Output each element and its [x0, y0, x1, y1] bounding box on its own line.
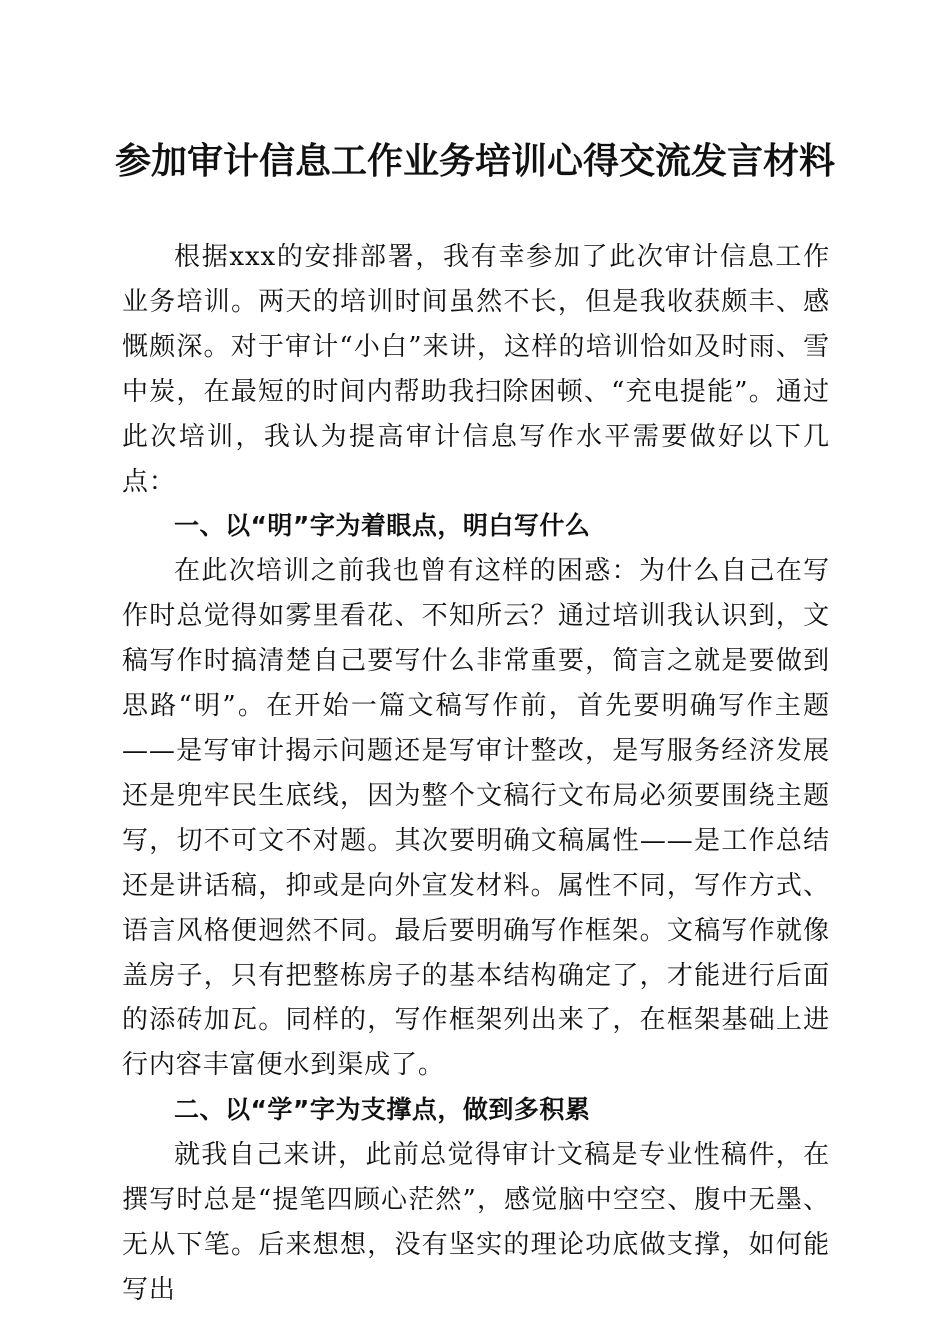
section-1-paragraph: 在此次培训之前我也曾有这样的困惑：为什么自己在写作时总觉得如雾里看花、不知所云？通过培训我认识到，文稿写作时搞清楚自己要写什么非常重要，简言之就是要做到思路“明”。在开始一篇文稿写作前，首先要明确写作主题——是写审计揭示问题还是写审计整改，是写服务经济发展还是兜牢民生底线，因为整个文稿行文布局必须要围绕主题写，切不可文不对题。其次要明确文稿属性——是工作总结还是讲话稿，抑或是向外宣发材料。属性不同，写作方式、语言风格便迥然不同。最后要明确写作框架。文稿写作就像盖房子，只有把整栋房子的基本结构确定了，才能进行后面的添砖加瓦。同样的，写作框架列出来了，在框架基础上进行内容丰富便水到渠成了。	[122, 556, 830, 1081]
intro-paragraph: 根据xxx的安排部署，我有幸参加了此次审计信息工作业务培训。两天的培训时间虽然不长，但是我收获颇丰、感慨颇深。对于审计“小白”来讲，这样的培训恰如及时雨、雪中炭，在最短的时间内帮助我扫除困顿、“充电提能”。通过此次培训，我认为提高审计信息写作水平需要做好以下几点：	[122, 242, 830, 497]
document-title: 参加审计信息工作业务培训心得交流发言材料	[114, 140, 835, 182]
section-2-paragraph: 就我自己来讲，此前总觉得审计文稿是专业性稿件，在撰写时总是“提笔四顾心茫然”，感觉脑中空空、腹中无墨、无从下笔。后来想想，没有坚实的理论功底做支撑，如何能写出	[122, 1140, 830, 1305]
document-body	[122, 235, 830, 1313]
section-heading-1: 一、以“明”字为着眼点，明白写什么	[174, 511, 591, 541]
section-heading-2: 二、以“学”字为支撑点，做到多积累	[174, 1095, 591, 1125]
